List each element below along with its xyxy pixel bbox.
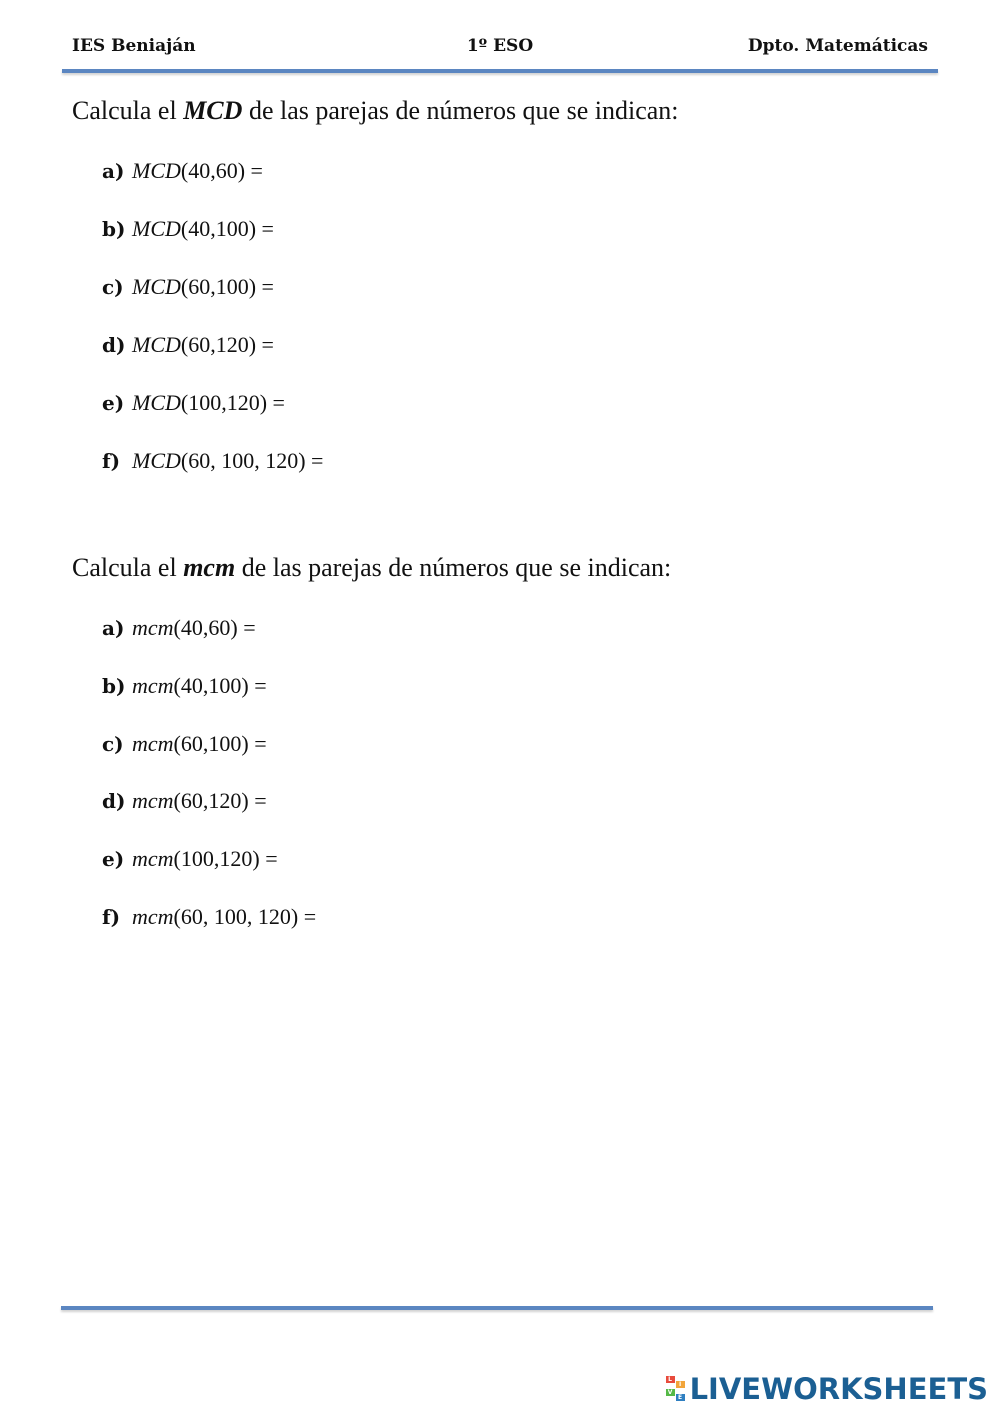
item-function: mcm	[132, 615, 174, 640]
item-function: MCD	[132, 448, 181, 473]
item-arguments: (60,120) =	[180, 332, 274, 357]
logo-square: L	[666, 1376, 675, 1383]
item-function: MCD	[132, 390, 181, 415]
item-arguments: (60,100) =	[173, 731, 267, 756]
item-arguments: (60,100) =	[180, 274, 274, 299]
header-divider	[62, 69, 938, 73]
footer-divider	[61, 1306, 933, 1310]
item-arguments: (40,60) =	[180, 158, 263, 183]
item-letter: d)	[102, 789, 126, 813]
item-function: mcm	[132, 673, 174, 698]
item-letter: e)	[102, 847, 125, 871]
department-name: Dpto. Matemáticas	[747, 36, 928, 56]
exercise-item	[102, 332, 274, 358]
item-letter: a)	[102, 616, 125, 640]
logo-text: LIVEWORKSHEETS	[689, 1372, 988, 1406]
item-letter: e)	[102, 391, 125, 415]
exercise-item	[102, 615, 256, 641]
exercise-item	[102, 216, 274, 242]
logo-squares-icon	[666, 1376, 686, 1402]
item-letter: c)	[102, 275, 124, 299]
item-letter: d)	[102, 333, 126, 357]
item-letter: c)	[102, 732, 124, 756]
item-function: MCD	[132, 274, 181, 299]
exercise-item	[102, 731, 267, 757]
item-function: MCD	[132, 332, 181, 357]
item-arguments: (60,120) =	[173, 788, 267, 813]
exercise-item	[102, 390, 285, 416]
exercise-item	[102, 846, 278, 872]
item-function: MCD	[132, 158, 181, 183]
item-letter: f)	[102, 905, 121, 929]
section-title-mcd	[72, 96, 679, 126]
section-title-suffix: de las parejas de números que se indican:	[235, 553, 672, 582]
section-title-prefix: Calcula el	[72, 553, 184, 582]
section-title-prefix: Calcula el	[72, 96, 184, 125]
school-name: IES Beniaján	[72, 36, 196, 56]
exercise-item	[102, 788, 267, 814]
item-arguments: (40,100) =	[180, 216, 274, 241]
item-function: mcm	[132, 904, 174, 929]
logo-square: V	[666, 1389, 675, 1396]
exercise-item	[102, 274, 274, 300]
logo-square: I	[676, 1381, 685, 1388]
item-letter: b)	[102, 217, 126, 241]
item-arguments: (40,100) =	[173, 673, 267, 698]
item-function: mcm	[132, 731, 174, 756]
section-title-suffix: de las parejas de números que se indican:	[242, 96, 679, 125]
exercise-item	[102, 158, 263, 184]
item-arguments: (40,60) =	[173, 615, 256, 640]
liveworksheets-logo	[666, 1372, 988, 1406]
section-title-variable: MCD	[183, 96, 243, 125]
item-letter: a)	[102, 159, 125, 183]
exercise-item	[102, 673, 267, 699]
item-arguments: (100,120) =	[173, 846, 278, 871]
item-arguments: (60, 100, 120) =	[173, 904, 317, 929]
course-name: 1º ESO	[466, 36, 534, 56]
section-title-variable: mcm	[183, 553, 236, 582]
exercise-item	[102, 904, 316, 930]
page-header	[72, 36, 928, 62]
item-letter: f)	[102, 449, 121, 473]
item-function: mcm	[132, 846, 174, 871]
item-arguments: (60, 100, 120) =	[180, 448, 324, 473]
logo-square: E	[676, 1394, 685, 1401]
item-arguments: (100,120) =	[180, 390, 285, 415]
item-function: mcm	[132, 788, 174, 813]
section-title-mcm	[72, 553, 671, 583]
exercise-item	[102, 448, 323, 474]
item-function: MCD	[132, 216, 181, 241]
item-letter: b)	[102, 674, 126, 698]
